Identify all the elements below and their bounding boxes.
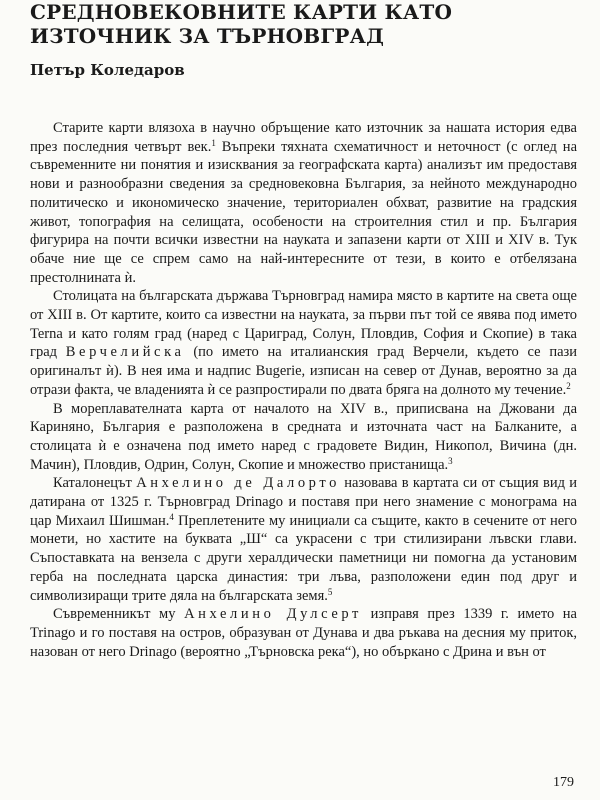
paragraph-text: Старите карти влязоха в научно обръщение като източник за нашата история едва през последния четвърт век. bbox=[30, 120, 577, 155]
paragraph-text: назовава в картата си от същия вид и датирана от 1325 г. Търновград Drinago и поставя при него знамение с монограма на цар Михаил Шишман. bbox=[30, 475, 577, 529]
footnote-ref: 1 bbox=[211, 137, 216, 148]
paragraph-2 bbox=[30, 287, 577, 399]
paragraph-text: В мореплавателната карта от началото на XIV в., приписвана на Джовани да Кариняно, България е разположена в средната и източната част на Балканите, а столицата ѝ е означена под името наред с градовете Видин, Никопол, Вичина (дн. Мачин), Пловдив, Одрин, Солун, Скопие и множество пристанища. bbox=[30, 400, 577, 473]
footnote-ref: 2 bbox=[566, 380, 571, 391]
paragraph-text: Каталонецът bbox=[53, 475, 137, 492]
cartographer-name: Анхелино Дулсерт bbox=[184, 606, 362, 623]
paragraph-text: изправя през 1339 г. името на Trinago и го поставя на остров, образуван от Дунава и два ръкава на десния му приток, назован от него Drinago (вероятно „Търновска река“), но объркано с Дрина и вън от bbox=[30, 606, 577, 660]
cartographer-name: Анхелино де Далорто bbox=[136, 475, 340, 492]
paragraph-text: Въпреки тяхната схематичност и неточност (с оглед на съвременните ни понятия и изисквания за географската карта) анализът им предоставя нови и разнообразни сведения за средновековна България, за нейното международно политическо и икономическо значение, териториален обхват, развитие на градския живот, топография на селищата, особености на строителния стил и пр. България фигурира на почти всички известни на науката и запазени карти от XIII и XIV в. Тук обаче ние ще се спрем само на най-интересните от тези, в които е отбелязана престолнината ѝ. bbox=[30, 138, 577, 286]
paragraph-4 bbox=[30, 474, 577, 605]
footnote-ref: 3 bbox=[448, 455, 453, 466]
paragraph-text: Преплетените му инициали са същите, както в сечените от него монети, но хастите на буквата „Ш“ са украсени с три стилизирани лъвски глави. Съпоставката на вензела с други хералдически паметници ни помогна да установим герба на последната царска династия: три лъва, разположени един под друг и символизиращи трите дяла на българската земя. bbox=[30, 512, 578, 604]
paragraph-text: Столицата на българската държава Търновград намира място в картите на света още от XIII в. От картите, които са известни на науката, за първи път той се явява под името Terna и като голям град (наред с Цариград, Солун, Пловдив, София и Скопие) в така град bbox=[30, 288, 577, 361]
page-number: 179 bbox=[553, 775, 574, 790]
paragraph-5 bbox=[30, 605, 577, 661]
article-body bbox=[30, 119, 577, 661]
article-author: Петър Коледаров bbox=[30, 61, 185, 79]
paragraph-1 bbox=[30, 119, 577, 287]
paragraph-text: Съвременникът му bbox=[53, 606, 185, 623]
paragraph-text: (по името на италианския град Верчели, където се пази оригиналът ѝ). В нея има и надпис Bugerie, изписан на север от Дунав, вероятно за да отрази факта, че владенията ѝ се разпростирали по двата бряга на долното му течение. bbox=[30, 344, 578, 398]
article-title: СРЕДНОВЕКОВНИТЕ КАРТИ КАТО ИЗТОЧНИК ЗА ТЪРНОВГРАД bbox=[30, 0, 453, 48]
paragraph-3 bbox=[30, 400, 577, 475]
map-name: Верчелийска bbox=[65, 344, 185, 361]
footnote-ref: 4 bbox=[169, 511, 174, 522]
footnote-ref: 5 bbox=[327, 586, 333, 597]
